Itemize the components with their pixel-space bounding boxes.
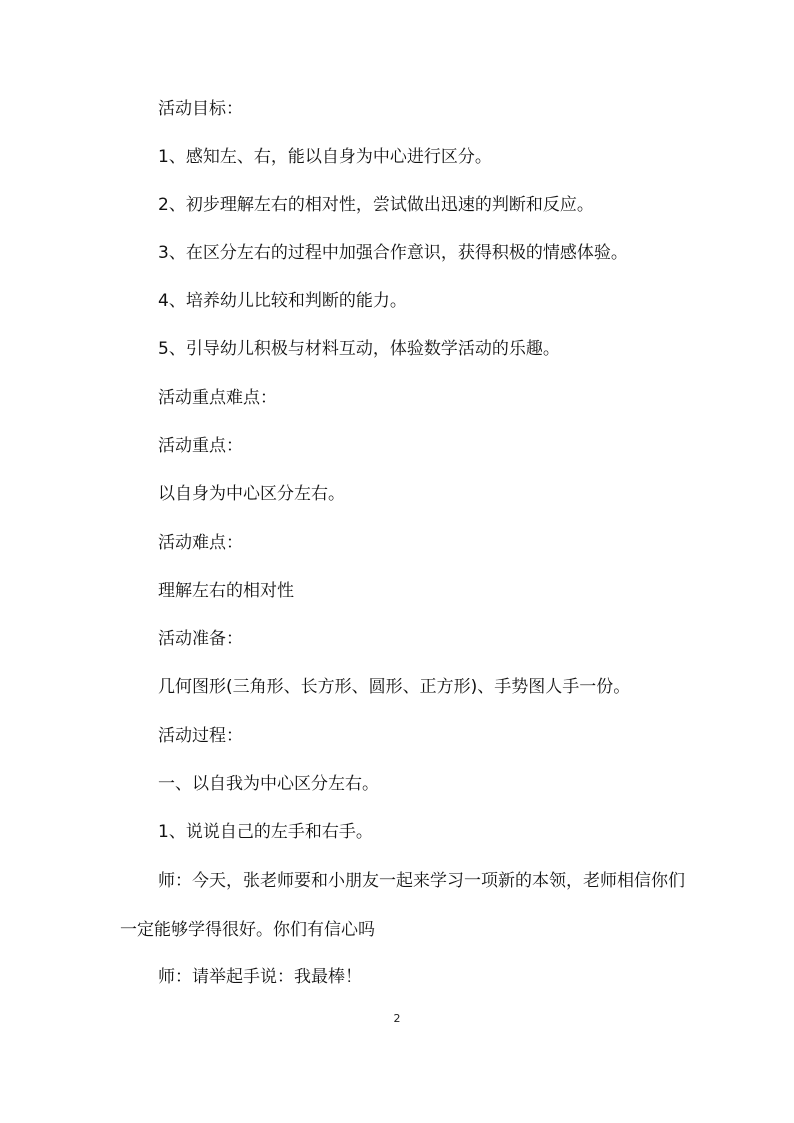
key-point-text: 以自身为中心区分左右。 — [158, 484, 345, 504]
teacher-dialogue-1: 师：今天，张老师要和小朋友一起来学习一项新的本领，老师相信你们一定能够学得很好。你们有信心吗 — [120, 871, 685, 940]
process-section-1: 一、以自我为中心区分左右。 — [158, 774, 379, 794]
heading-activity-goals: 活动目标： — [158, 99, 243, 119]
goal-item-4: 4、培养幼儿比较和判断的能力。 — [158, 291, 407, 311]
goal-item-2: 2、初步理解左右的相对性，尝试做出迅速的判断和反应。 — [158, 195, 594, 215]
goal-item-1: 1、感知左、右，能以自身为中心进行区分。 — [158, 147, 492, 167]
heading-key-difficult-points: 活动重点难点： — [158, 388, 277, 408]
goal-item-5: 5、引导幼儿积极与材料互动，体验数学活动的乐趣。 — [158, 339, 560, 359]
teacher-dialogue-2: 师：请举起手说：我最棒！ — [158, 967, 362, 987]
process-step-1: 1、说说自己的左手和右手。 — [158, 822, 373, 842]
difficult-point-text: 理解左右的相对性 — [158, 581, 294, 601]
page-number: 2 — [393, 1012, 401, 1025]
heading-preparation: 活动准备： — [158, 629, 243, 649]
heading-key-points: 活动重点： — [158, 436, 243, 456]
heading-difficult-points: 活动难点： — [158, 533, 243, 553]
preparation-text: 几何图形(三角形、长方形、圆形、正方形)、手势图人手一份。 — [158, 677, 631, 697]
heading-process: 活动过程： — [158, 726, 243, 746]
goal-item-3: 3、在区分左右的过程中加强合作意识，获得积极的情感体验。 — [158, 243, 628, 263]
